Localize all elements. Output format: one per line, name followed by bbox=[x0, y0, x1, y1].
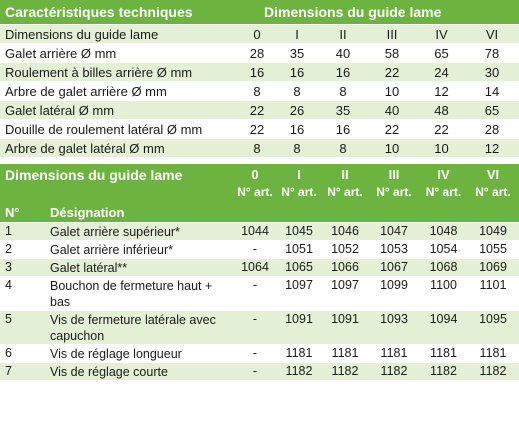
spec-label: Dimensions du guide lame bbox=[0, 25, 240, 44]
article-number: 1054 bbox=[420, 241, 467, 259]
art-no-header: N° art. bbox=[368, 185, 420, 199]
spec-value: I bbox=[274, 25, 320, 44]
part-numbers-table bbox=[0, 164, 519, 380]
part-number-index: 5 bbox=[0, 311, 50, 345]
part-row bbox=[0, 277, 519, 311]
article-number: 1101 bbox=[467, 277, 519, 311]
article-number: 1053 bbox=[368, 241, 420, 259]
article-number: 1046 bbox=[322, 223, 368, 241]
article-number: 1181 bbox=[368, 345, 420, 363]
article-number: 1097 bbox=[322, 277, 368, 311]
article-number: - bbox=[234, 277, 276, 311]
article-number: 1095 bbox=[467, 311, 519, 345]
spec-value: 22 bbox=[366, 120, 418, 139]
part-designation: Vis de fermeture latérale avec capuchon bbox=[50, 311, 234, 345]
article-number: 1068 bbox=[420, 259, 467, 277]
article-number: - bbox=[234, 363, 276, 381]
spec-row bbox=[0, 82, 519, 101]
spec-value: 16 bbox=[320, 63, 366, 82]
article-number: 1048 bbox=[420, 223, 467, 241]
no-header: N° bbox=[0, 199, 50, 223]
part-number-index: 1 bbox=[0, 223, 50, 241]
article-number: 1093 bbox=[368, 311, 420, 345]
article-number: 1051 bbox=[276, 241, 322, 259]
article-number: 1182 bbox=[368, 363, 420, 381]
part-designation: Vis de réglage courte bbox=[50, 363, 234, 381]
spec-value: 48 bbox=[418, 101, 465, 120]
spec-value: 8 bbox=[320, 139, 366, 158]
spec-value: II bbox=[320, 25, 366, 44]
part-designation: Galet latéral** bbox=[50, 259, 234, 277]
spec-value: 10 bbox=[366, 82, 418, 101]
spec-label: Galet arrière Ø mm bbox=[0, 44, 240, 63]
spec-value: 65 bbox=[465, 101, 519, 120]
spec-value: 12 bbox=[418, 82, 465, 101]
specs-group-header: Dimensions du guide lame bbox=[240, 0, 519, 25]
article-number: 1069 bbox=[467, 259, 519, 277]
part-row bbox=[0, 311, 519, 345]
part-number-index: 7 bbox=[0, 363, 50, 381]
spec-value: 22 bbox=[240, 120, 274, 139]
spec-label: Arbre de galet latéral Ø mm bbox=[0, 139, 240, 158]
size-header: I bbox=[276, 164, 322, 185]
size-header: III bbox=[368, 164, 420, 185]
table-spacer bbox=[0, 157, 519, 164]
size-header: IV bbox=[420, 164, 467, 185]
spec-value: 35 bbox=[320, 101, 366, 120]
designation-header: Désignation bbox=[50, 199, 234, 223]
spec-value: 16 bbox=[320, 120, 366, 139]
part-row bbox=[0, 345, 519, 363]
spec-value: 12 bbox=[465, 139, 519, 158]
spec-value: 16 bbox=[240, 63, 274, 82]
specs-title: Caractéristiques techniques bbox=[0, 0, 240, 25]
art-no-header: N° art. bbox=[467, 185, 519, 199]
parts-header-sizes-row bbox=[0, 164, 519, 185]
article-number: 1181 bbox=[420, 345, 467, 363]
spec-value: 14 bbox=[465, 82, 519, 101]
spec-value: VI bbox=[465, 25, 519, 44]
spec-value: 24 bbox=[418, 63, 465, 82]
specs-header-row bbox=[0, 0, 519, 25]
spec-value: 78 bbox=[465, 44, 519, 63]
article-number: 1045 bbox=[276, 223, 322, 241]
article-number: 1094 bbox=[420, 311, 467, 345]
part-row bbox=[0, 259, 519, 277]
size-header: VI bbox=[467, 164, 519, 185]
article-number: 1055 bbox=[467, 241, 519, 259]
part-number-index: 4 bbox=[0, 277, 50, 311]
spec-value: 30 bbox=[465, 63, 519, 82]
spec-value: 8 bbox=[274, 139, 320, 158]
article-number: 1091 bbox=[322, 311, 368, 345]
part-number-index: 3 bbox=[0, 259, 50, 277]
art-no-header: N° art. bbox=[234, 185, 276, 199]
parts-header-art-row bbox=[0, 185, 519, 199]
spec-value: 40 bbox=[320, 44, 366, 63]
part-designation: Bouchon de fermeture haut + bas bbox=[50, 277, 234, 311]
spec-value: 22 bbox=[366, 63, 418, 82]
spec-label: Douille de roulement latéral Ø mm bbox=[0, 120, 240, 139]
article-number: 1066 bbox=[322, 259, 368, 277]
article-number: 1097 bbox=[276, 277, 322, 311]
spec-value: 28 bbox=[465, 120, 519, 139]
art-no-header: N° art. bbox=[322, 185, 368, 199]
spec-value: 10 bbox=[366, 139, 418, 158]
article-number: 1067 bbox=[368, 259, 420, 277]
spec-value: III bbox=[366, 25, 418, 44]
part-designation: Vis de réglage longueur bbox=[50, 345, 234, 363]
article-number: 1065 bbox=[276, 259, 322, 277]
size-header: 0 bbox=[234, 164, 276, 185]
spec-label: Arbre de galet arrière Ø mm bbox=[0, 82, 240, 101]
art-no-header: N° art. bbox=[276, 185, 322, 199]
size-header: II bbox=[322, 164, 368, 185]
spec-value: 8 bbox=[320, 82, 366, 101]
part-designation: Galet arrière inférieur* bbox=[50, 241, 234, 259]
article-number: - bbox=[234, 241, 276, 259]
spec-value: 26 bbox=[274, 101, 320, 120]
art-no-header: N° art. bbox=[420, 185, 467, 199]
article-number: 1052 bbox=[322, 241, 368, 259]
article-number: 1182 bbox=[467, 363, 519, 381]
spec-value: 22 bbox=[240, 101, 274, 120]
spec-row bbox=[0, 101, 519, 120]
spec-row bbox=[0, 44, 519, 63]
spec-value: 65 bbox=[418, 44, 465, 63]
part-row bbox=[0, 241, 519, 259]
article-number: 1181 bbox=[467, 345, 519, 363]
part-row bbox=[0, 363, 519, 381]
spec-row bbox=[0, 120, 519, 139]
article-number: 1181 bbox=[322, 345, 368, 363]
article-number: 1091 bbox=[276, 311, 322, 345]
spec-value: 8 bbox=[240, 82, 274, 101]
part-designation: Galet arrière supérieur* bbox=[50, 223, 234, 241]
article-number: - bbox=[234, 345, 276, 363]
part-row bbox=[0, 223, 519, 241]
article-number: 1182 bbox=[420, 363, 467, 381]
article-number: - bbox=[234, 311, 276, 345]
article-number: 1044 bbox=[234, 223, 276, 241]
spec-value: 8 bbox=[240, 139, 274, 158]
spec-value: 8 bbox=[274, 82, 320, 101]
spec-value: IV bbox=[418, 25, 465, 44]
spec-value: 0 bbox=[240, 25, 274, 44]
article-number: 1182 bbox=[322, 363, 368, 381]
technical-specs-table bbox=[0, 0, 519, 157]
article-number: 1181 bbox=[276, 345, 322, 363]
spec-value: 10 bbox=[418, 139, 465, 158]
spec-row bbox=[0, 25, 519, 44]
spec-label: Roulement à billes arrière Ø mm bbox=[0, 63, 240, 82]
article-number: 1182 bbox=[276, 363, 322, 381]
spec-value: 22 bbox=[418, 120, 465, 139]
spec-value: 28 bbox=[240, 44, 274, 63]
spec-label: Galet latéral Ø mm bbox=[0, 101, 240, 120]
part-number-index: 2 bbox=[0, 241, 50, 259]
spec-row bbox=[0, 139, 519, 158]
article-number: 1047 bbox=[368, 223, 420, 241]
article-number: 1099 bbox=[368, 277, 420, 311]
article-number: 1100 bbox=[420, 277, 467, 311]
parts-title: Dimensions du guide lame bbox=[0, 164, 234, 185]
spec-value: 16 bbox=[274, 120, 320, 139]
article-number: 1049 bbox=[467, 223, 519, 241]
article-number: 1064 bbox=[234, 259, 276, 277]
part-number-index: 6 bbox=[0, 345, 50, 363]
spec-value: 40 bbox=[366, 101, 418, 120]
spec-value: 58 bbox=[366, 44, 418, 63]
parts-header-columns-row bbox=[0, 199, 519, 223]
spec-value: 16 bbox=[274, 63, 320, 82]
spec-value: 35 bbox=[274, 44, 320, 63]
spec-row bbox=[0, 63, 519, 82]
